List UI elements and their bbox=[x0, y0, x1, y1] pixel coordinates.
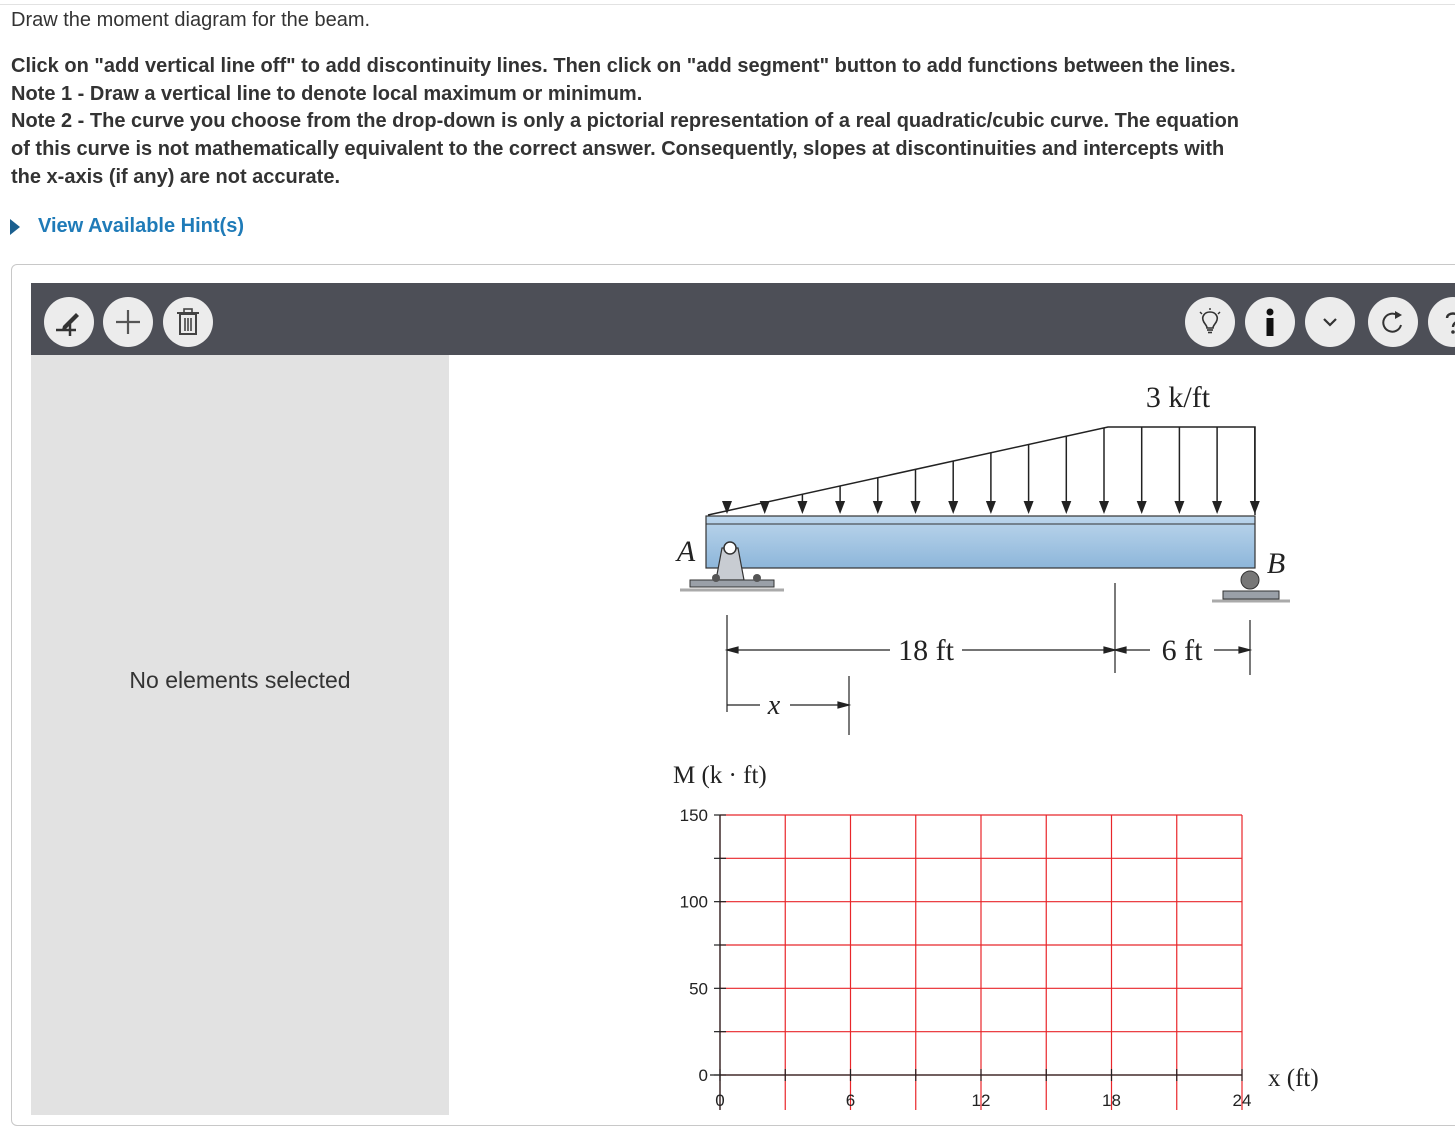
redo-icon bbox=[1378, 307, 1408, 337]
load-arrow-head bbox=[948, 501, 958, 514]
y-tick-label: 150 bbox=[679, 806, 708, 825]
lightbulb-icon bbox=[1195, 307, 1225, 337]
x-tick-label: 0 bbox=[715, 1091, 725, 1110]
no-selection-text: No elements selected bbox=[129, 667, 351, 693]
delete-button[interactable] bbox=[163, 297, 213, 347]
y-axis-label: M (k · ft) bbox=[673, 762, 767, 789]
x-tick-label: 12 bbox=[971, 1091, 991, 1110]
top-divider bbox=[0, 4, 1455, 5]
redo-button[interactable] bbox=[1368, 297, 1418, 347]
info-icon bbox=[1255, 306, 1285, 338]
instruction-note2: Note 2 - The curve you choose from the drop-down is only a pictorial representation of a real quadratic/cubic curve. The equation bbox=[11, 110, 1240, 133]
load-arrow-head bbox=[835, 501, 845, 514]
support-a-label: A bbox=[676, 535, 696, 568]
x-tick-label: 18 bbox=[1102, 1091, 1121, 1110]
support-b-label: B bbox=[1266, 547, 1286, 580]
load-arrow-head bbox=[911, 501, 921, 514]
instruction-note2-cont: of this curve is not mathematically equivalent to the correct answer. Consequently, slopes at discontinuities and intercepts with bbox=[11, 138, 1225, 161]
x-variable-label: x bbox=[767, 690, 781, 721]
problem-prompt: Draw the moment diagram for the beam. bbox=[11, 9, 371, 31]
dimension-18ft: 18 ft bbox=[898, 634, 954, 667]
dimension-6ft: 6 ft bbox=[1161, 634, 1203, 667]
x-tick-label: 24 bbox=[1232, 1091, 1252, 1110]
pencil-plus-icon bbox=[52, 305, 86, 339]
problem-figure bbox=[457, 363, 1455, 1123]
moment-grid bbox=[720, 815, 1242, 1110]
view-hints-link[interactable] bbox=[10, 215, 244, 238]
load-arrow-head bbox=[1212, 501, 1222, 514]
trash-icon bbox=[175, 307, 201, 337]
hint-button[interactable] bbox=[1185, 297, 1235, 347]
moment-axes bbox=[680, 806, 1252, 1110]
load-arrow-head bbox=[1024, 501, 1034, 514]
add-vertical-line-button[interactable] bbox=[44, 297, 94, 347]
expand-triangle-icon bbox=[10, 219, 20, 235]
load-arrows bbox=[722, 427, 1260, 514]
load-arrow-head bbox=[1137, 501, 1147, 514]
view-hints-label: View Available Hint(s) bbox=[38, 215, 244, 237]
dropdown-button[interactable] bbox=[1305, 297, 1355, 347]
properties-sidebar bbox=[31, 355, 449, 1115]
instruction-note2-end: the x-axis (if any) are not accurate. bbox=[11, 165, 341, 188]
toolbar bbox=[31, 283, 1455, 355]
beam bbox=[706, 516, 1255, 568]
instruction-note1: Note 1 - Draw a vertical line to denote local maximum or minimum. bbox=[11, 82, 643, 105]
y-tick-label: 0 bbox=[698, 1066, 708, 1085]
load-arrow-head bbox=[797, 501, 807, 514]
load-arrow-head bbox=[1099, 501, 1109, 514]
chevron-down-icon bbox=[1318, 310, 1342, 334]
y-tick-label: 50 bbox=[689, 979, 708, 999]
load-arrow-head bbox=[873, 501, 883, 514]
load-arrow-head bbox=[760, 501, 770, 514]
drawing-canvas[interactable] bbox=[457, 363, 1455, 1123]
x-axis-label: x (ft) bbox=[1268, 1065, 1319, 1092]
info-button[interactable] bbox=[1245, 297, 1295, 347]
question-icon bbox=[1438, 307, 1455, 337]
load-label: 3 k/ft bbox=[1145, 381, 1211, 414]
plus-icon bbox=[113, 307, 143, 337]
distributed-load bbox=[708, 427, 1260, 515]
load-arrow-head bbox=[1174, 501, 1184, 514]
instructions bbox=[11, 53, 1411, 192]
load-arrow-head bbox=[1250, 501, 1260, 514]
instruction-line: Click on "add vertical line off" to add discontinuity lines. Then click on "add segment" button to add functions between the lines. bbox=[11, 55, 1236, 77]
load-arrow-head bbox=[1061, 501, 1071, 514]
add-segment-button[interactable] bbox=[103, 297, 153, 347]
y-tick-label: 100 bbox=[679, 892, 708, 912]
x-tick-label: 6 bbox=[845, 1091, 856, 1110]
load-arrow-head bbox=[986, 501, 996, 514]
